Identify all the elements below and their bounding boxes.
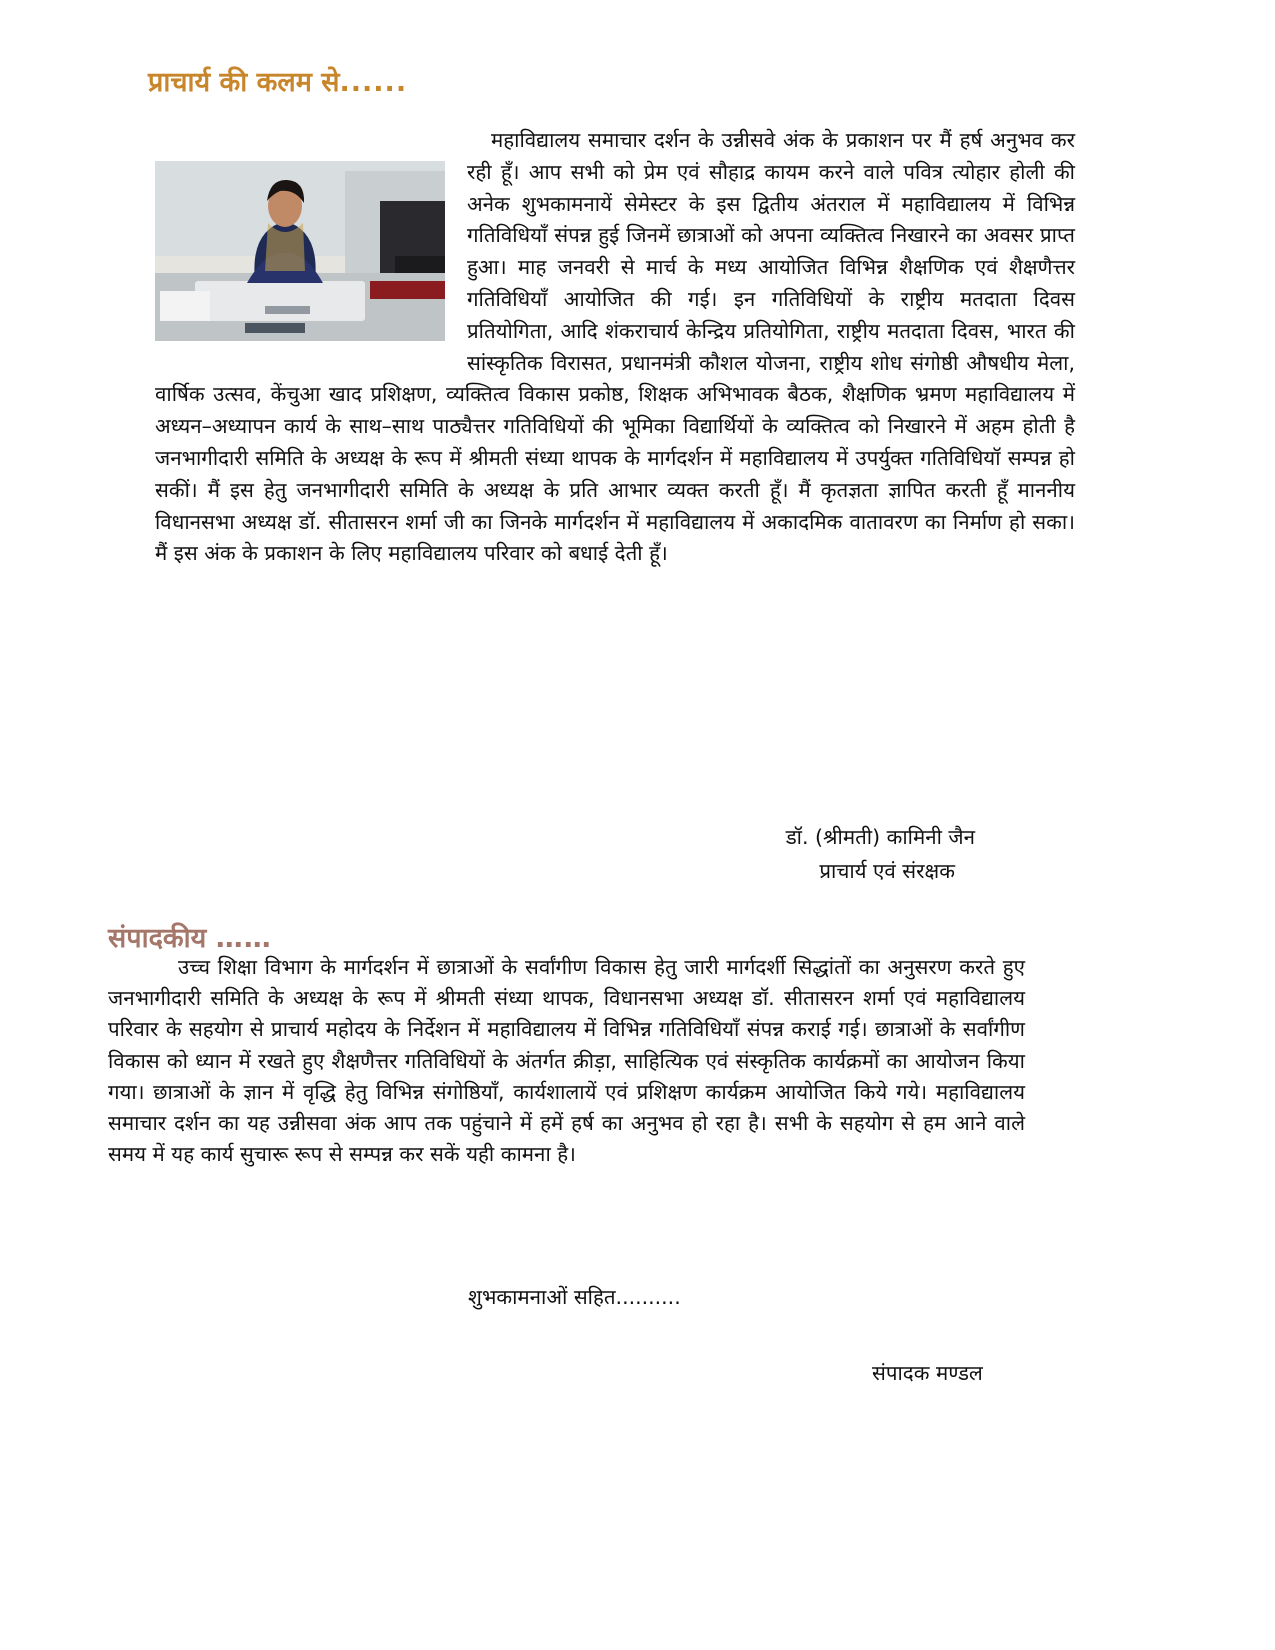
principal-paragraph: महाविद्यालय समाचार दर्शन के उन्नीसवे अंक के प्रकाशन पर मैं हर्ष अनुभव कर रही हूँ। आप सभी को प्रेम एवं सौहाद्र कायम करने वाले पवित्र त्योहार होली की अनेक शुभकामनायें सेमेस्टर के इस द्वितीय अंतराल में महाविद्यालय में विभिन्न गतिविधियाँ संपन्न हुई जिनमें छात्राओं को अपना व्यक्तित्व निखारने का अवसर प्राप्त हुआ। माह जनवरी से मार्च के मध्य आयोजित विभिन्न शैक्षणिक एवं शैक्षणैत्तर गतिविधियाँ आयोजित की गई। इन गतिविधियों के राष्ट्रीय मतदाता दिवस प्रतियोगिता, आदि शंकराचार्य केन्द्रिय प्रतियोगिता, राष्ट्रीय मतदाता दिवस, भारत की सांस्कृतिक विरासत, प्रधानमंत्री कौशल योजना, राष्ट्रीय शोध संगोष्ठी औषधीय मेला, वार्षिक उत्सव, केंचुआ खाद प्रशिक्षण, व्यक्तित्व विकास प्रकोष्ठ, शिक्षक अभिभावक बैठक, शैक्षणिक भ्रमण महाविद्यालय में अध्यन–अध्यापन कार्य के साथ–साथ पाठ्यैत्तर गतिविधियों की भूमिका विद्यार्थियों के व्यक्तित्व को निखारने में अहम होती है जनभागीदारी समिति के अध्यक्ष के रूप में श्रीमती संध्या थापक के मार्गदर्शन में महाविद्यालय में उपर्युक्त गतिविधियॉ सम्पन्न हो सकीं। मैं इस हेतु जनभागीदारी समिति के अध्यक्ष के प्रति आभार व्यक्त करती हूँ। मैं कृतज्ञता ज्ञापित करती हूँ माननीय विधानसभा अध्यक्ष डॉ. सीतासरन शर्मा जी का जिनके मार्गदर्शन में महाविद्यालय में अकादमिक वातावरण का निर्माण हो सका। मैं इस अंक के प्रकाशन के लिए महाविद्यालय परिवार को बधाई देती हूँ। — [155, 128, 1075, 566]
editorial-greeting: शुभकामनाओं सहित.......... — [468, 1285, 681, 1309]
editorial-section-title — [108, 918, 272, 955]
principal-title-text: प्राचार्य की कलम से — [148, 67, 340, 98]
editorial-paragraph: उच्च शिक्षा विभाग के मार्गदर्शन में छात्राओं के सर्वांगीण विकास हेतु जारी मार्गदर्शी सिद्धांतों का अनुसरण करते हुए जनभागीदारी समिति के अध्यक्ष के रूप में श्रीमती संध्या थापक, विधानसभा अध्यक्ष डॉ. सीतासरन शर्मा एवं महाविद्यालय परिवार के सहयोग से प्राचार्य महोदय के निर्देशन में महाविद्यालय में विभिन्न गतिविधियाँ संपन्न कराई गई। छात्राओं के सर्वांगीण विकास को ध्यान में रखते हुए शैक्षणैत्तर गतिविधियों के अंतर्गत क्रीड़ा, साहित्यिक एवं संस्कृतिक कार्यक्रमों का आयोजन किया गया। छात्राओं के ज्ञान में वृद्धि हेतु विभिन्न संगोष्ठियाँ, कार्यशालायें एवं प्रशिक्षण कार्यक्रम आयोजित किये गये। महाविद्यालय समाचार दर्शन का यह उन्नीसवा अंक आप तक पहुंचाने में हमें हर्ष का अनुभव हो रहा है। सभी के सहयोग से हम आने वाले समय में यह कार्य सुचारू रूप से सम्पन्न कर सकें यही कामना है। — [108, 955, 1025, 1167]
principal-section-title — [148, 62, 407, 99]
principal-photo — [155, 161, 445, 341]
principal-message — [155, 125, 1075, 570]
editorial-title-text: संपादकीय — [108, 923, 207, 954]
principal-title-suffix: ...... — [339, 67, 408, 98]
editorial-signature: संपादक मण्डल — [872, 1361, 983, 1385]
signature-role: प्राचार्य एवं संरक्षक — [819, 859, 955, 883]
signature-name: डॉ. (श्रीमती) कामिनी जैन — [785, 825, 975, 849]
principal-signature — [786, 820, 975, 888]
editorial-title-suffix: …… — [215, 923, 272, 954]
